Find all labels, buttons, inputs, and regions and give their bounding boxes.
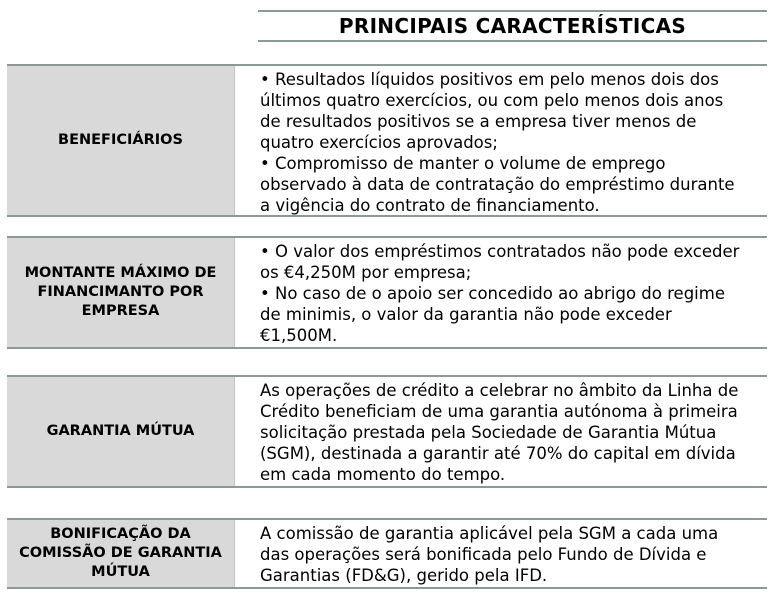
row-label: BENEFICIÁRIOS: [7, 66, 235, 215]
row-beneficiarios: [7, 64, 767, 217]
row-description: • O valor dos empréstimos contratados não pode exceder os €4,250M por empresa; • No caso de o apoio ser concedido ao abrigo do regime de minimis, o valor da garantia não pode exceder €1,500M.: [260, 242, 740, 345]
row-description: As operações de crédito a celebrar no âmbito da Linha de Crédito beneficiam de uma garantia autónoma à primeira solicitação prestada pela Sociedade de Garantia Mútua (SGM), destinada a garantir até 70% do capital em dívida em cada momento do tempo.: [260, 381, 739, 484]
row-description: A comissão de garantia aplicável pela SGM a cada uma das operações será bonificada pelo Fundo de Dívida e Garantias (FD&G), gerido pela IFD.: [260, 524, 719, 585]
row-description: • Resultados líquidos positivos em pelo menos dois dos últimos quatro exercícios, ou com pelo menos dois anos de resultados positivos se a empresa tiver menos de quatro exercícios aprovados; • Compromisso de manter o volume de emprego observado à data de contratação do empréstimo durante a vigência do contrato de financiamento.: [260, 70, 735, 215]
row-label: GARANTIA MÚTUA: [7, 377, 235, 486]
row-label: MONTANTE MÁXIMO DE FINANCIMANTO POR EMPRESA: [7, 238, 235, 347]
row-garantia-mutua: [7, 375, 767, 488]
row-montante-maximo: [7, 236, 767, 349]
row-label: BONIFICAÇÃO DA COMISSÃO DE GARANTIA MÚTUA: [7, 520, 235, 587]
table-header: PRINCIPAIS CARACTERÍSTICAS: [258, 10, 767, 42]
row-bonificacao: [7, 518, 767, 589]
